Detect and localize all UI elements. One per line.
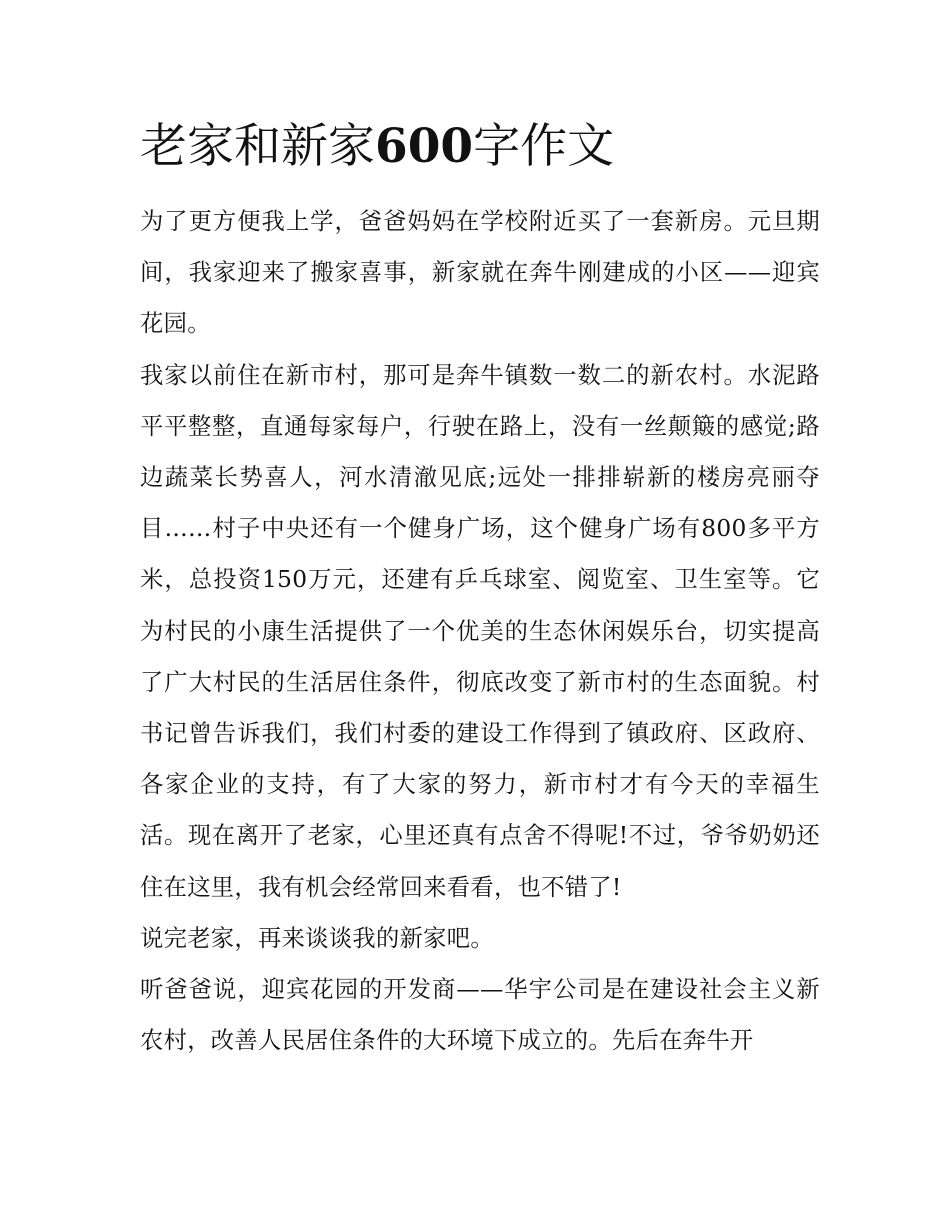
title-text-after: 字作文 bbox=[473, 119, 615, 174]
paragraph-4: 听爸爸说，迎宾花园的开发商——华宇公司是在建设社会主义新农村，改善人民居住条件的大环境下成立的。先后在奔牛开 bbox=[140, 976, 820, 1055]
title-text-before: 老家和新家 bbox=[140, 119, 375, 174]
essay-body bbox=[140, 196, 820, 1066]
title-number: 600 bbox=[375, 119, 474, 174]
paragraph-3: 说完老家，再来谈谈我的新家吧。 bbox=[140, 924, 494, 952]
page-title bbox=[140, 112, 840, 182]
paragraph-1: 为了更方便我上学，爸爸妈妈在学校附近买了一套新房。元旦期间，我家迎来了搬家喜事，新家就在奔牛刚建成的小区——迎宾花园。 bbox=[140, 208, 820, 338]
paragraph-2: 我家以前住在新市村，那可是奔牛镇数一数二的新农村。水泥路平平整整，直通每家每户，行驶在路上，没有一丝颠簸的感觉;路边蔬菜长势喜人，河水清澈见底;远处一排排崭新的楼房亮丽夺目……村子中央还有一个健身广场，这个健身广场有800多平方米，总投资150万元，还建有乒乓球室、阅览室、卫生室等。它为村民的小康生活提供了一个优美的生态休闲娱乐台，切实提高了广大村民的生活居住条件，彻底改变了新市村的生态面貌。村书记曾告诉我们，我们村委的建设工作得到了镇政府、区政府、各家企业的支持，有了大家的努力，新市村才有今天的幸福生活。现在离开了老家，心里还真有点舍不得呢!不过，爷爷奶奶还住在这里，我有机会经常回来看看，也不错了! bbox=[140, 361, 820, 901]
